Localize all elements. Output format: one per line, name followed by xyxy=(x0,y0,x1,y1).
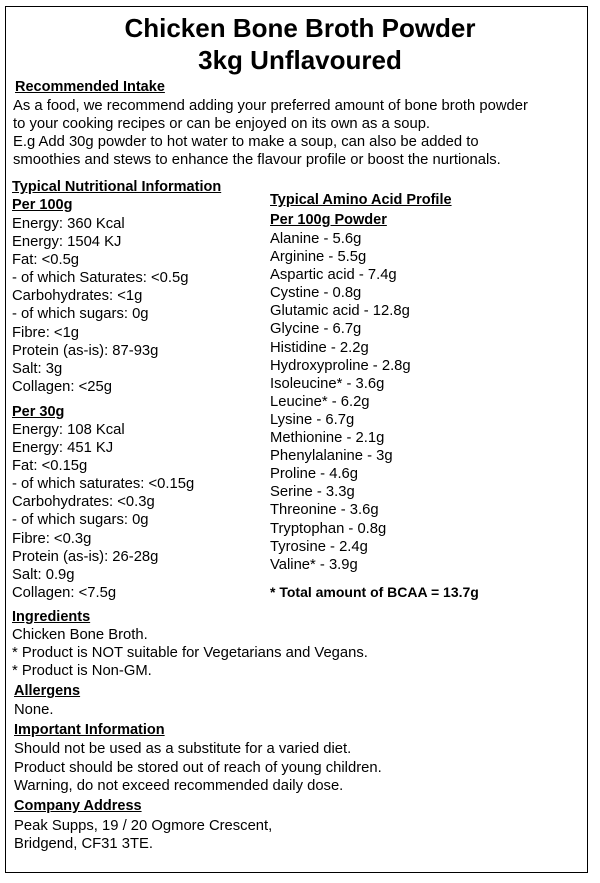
amino-item: Tryptophan - 0.8g xyxy=(270,520,387,537)
nutrition-item: - of which Saturates: <0.5g xyxy=(12,270,189,287)
important-line: Product should be stored out of reach of young children. xyxy=(14,760,382,776)
amino-item: Alanine - 5.6g xyxy=(270,231,362,247)
product-subtitle: 3kg Unflavoured xyxy=(198,45,402,75)
amino-item: Leucine* - 6.2g xyxy=(270,393,370,410)
nutrition-item: Fibre: <0.3g xyxy=(12,530,92,547)
nutrition-item: Energy: 360 Kcal xyxy=(12,216,125,232)
nutrition-item: Salt: 0.9g xyxy=(12,566,75,583)
ingredients-line: Chicken Bone Broth. xyxy=(12,627,148,643)
ingredients-line: * Product is NOT suitable for Vegetarians and Vegans. xyxy=(12,645,368,661)
amino-item: Tyrosine - 2.4g xyxy=(270,538,368,555)
important-heading: Important Information xyxy=(14,722,165,738)
nutrition-item: Collagen: <25g xyxy=(12,378,112,395)
per-30g-heading: Per 30g xyxy=(12,404,65,420)
nutrition-item: - of which sugars: 0g xyxy=(12,306,149,323)
nutrition-item: Salt: 3g xyxy=(12,360,63,377)
amino-item: Histidine - 2.2g xyxy=(270,339,369,356)
amino-item: Valine* - 3.9g xyxy=(270,556,358,573)
bcaa-total: * Total amount of BCAA = 13.7g xyxy=(270,584,479,600)
company-line: Bridgend, CF31 3TE. xyxy=(14,836,153,852)
nutrition-item: Carbohydrates: <1g xyxy=(12,288,143,305)
ingredients-line: * Product is Non-GM. xyxy=(12,663,152,679)
per-30g-list xyxy=(12,421,194,602)
important-line: Should not be used as a substitute for a varied diet. xyxy=(14,741,352,757)
nutrition-item: Fat: <0.15g xyxy=(12,458,88,475)
amino-heading: Typical Amino Acid Profile xyxy=(270,192,452,208)
allergens-line: None. xyxy=(14,702,54,718)
per-100g-heading: Per 100g xyxy=(12,197,73,213)
amino-item: Glycine - 6.7g xyxy=(270,321,362,338)
nutrition-item: Fibre: <1g xyxy=(12,324,80,341)
nutrition-heading: Typical Nutritional Information xyxy=(12,179,222,195)
amino-list xyxy=(270,230,411,574)
amino-item: Lysine - 6.7g xyxy=(270,411,355,428)
allergens-heading: Allergens xyxy=(14,683,81,699)
nutrition-item: Carbohydrates: <0.3g xyxy=(12,494,155,511)
amino-item: Phenylalanine - 3g xyxy=(270,448,393,465)
company-heading: Company Address xyxy=(14,798,142,814)
nutrition-item: Energy: 451 KJ xyxy=(12,440,114,457)
amino-item: Cystine - 0.8g xyxy=(270,285,362,302)
amino-item: Glutamic acid - 12.8g xyxy=(270,303,410,320)
nutrition-item: Energy: 108 Kcal xyxy=(12,422,125,438)
recommended-line: E.g Add 30g powder to hot water to make a soup, can also be added to xyxy=(13,134,479,150)
amino-item: Threonine - 3.6g xyxy=(270,502,379,519)
amino-subheading: Per 100g Powder xyxy=(270,212,387,228)
per-100g-list xyxy=(12,215,188,396)
amino-item: Serine - 3.3g xyxy=(270,484,355,501)
product-title: Chicken Bone Broth Powder xyxy=(124,13,476,43)
nutrition-item: - of which saturates: <0.15g xyxy=(12,476,195,493)
nutrition-item: Collagen: <7.5g xyxy=(12,584,117,601)
company-line: Peak Supps, 19 / 20 Ogmore Crescent, xyxy=(14,818,273,834)
amino-item: Hydroxyproline - 2.8g xyxy=(270,357,411,374)
nutrition-item: - of which sugars: 0g xyxy=(12,512,149,529)
amino-item: Isoleucine* - 3.6g xyxy=(270,375,385,392)
ingredients-heading: Ingredients xyxy=(12,609,91,625)
important-line: Warning, do not exceed recommended daily dose. xyxy=(14,778,344,794)
recommended-heading: Recommended Intake xyxy=(15,79,165,95)
recommended-line: As a food, we recommend adding your preferred amount of bone broth powder xyxy=(13,98,528,114)
amino-item: Proline - 4.6g xyxy=(270,466,359,483)
nutrition-item: Protein (as-is): 26-28g xyxy=(12,548,159,565)
nutrition-item: Protein (as-is): 87-93g xyxy=(12,342,159,359)
amino-item: Methionine - 2.1g xyxy=(270,430,385,447)
nutrition-item: Energy: 1504 KJ xyxy=(12,234,122,251)
recommended-line: to your cooking recipes or can be enjoyed on its own as a soup. xyxy=(13,116,431,132)
recommended-line: smoothies and stews to enhance the flavour profile or boost the nurtionals. xyxy=(13,152,501,168)
amino-item: Arginine - 5.5g xyxy=(270,249,367,266)
nutrition-item: Fat: <0.5g xyxy=(12,252,80,269)
amino-item: Aspartic acid - 7.4g xyxy=(270,267,397,284)
